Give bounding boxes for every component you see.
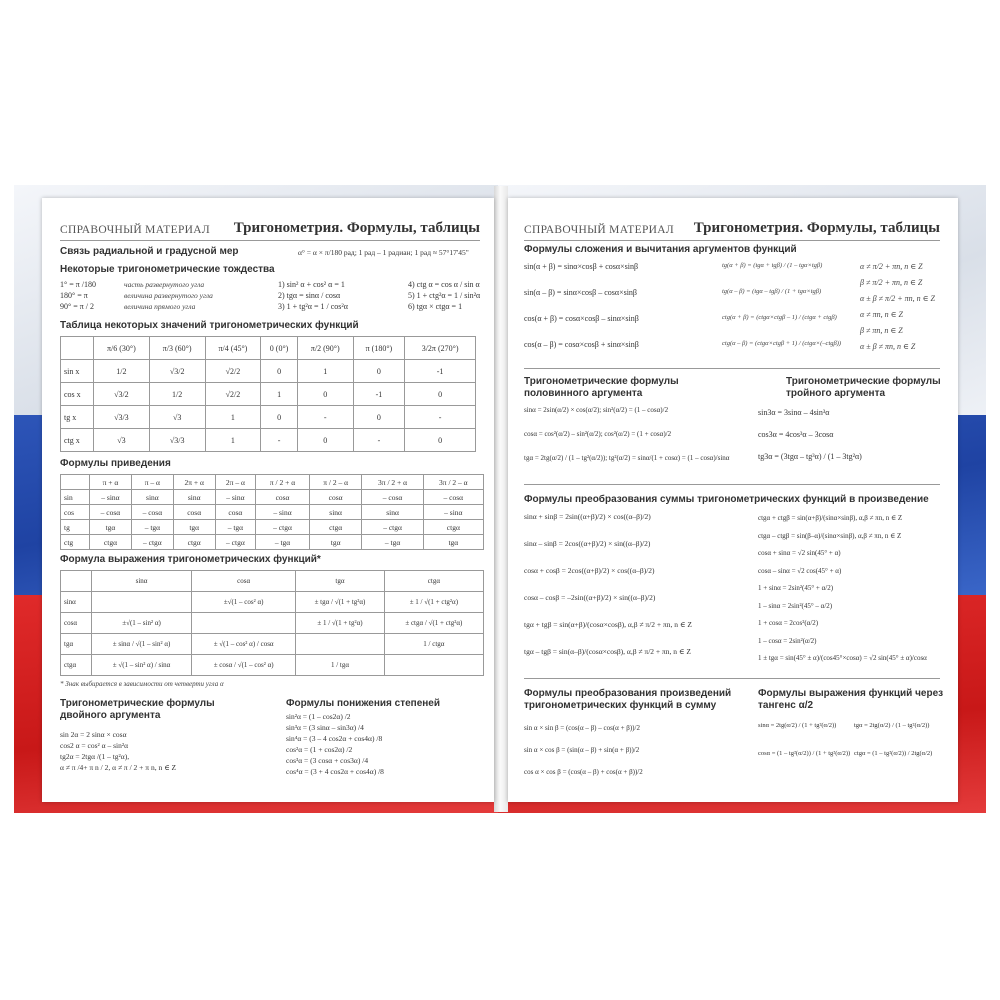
- table-cell: 0: [405, 429, 476, 452]
- table-header-cell: π + α: [90, 475, 132, 490]
- table-header-cell: π/3 (60°): [149, 337, 205, 360]
- formula-line: tg(α + β) = (tgα + tgβ) / (1 – tgα×tgβ): [722, 262, 823, 269]
- formula-line: cosα = (1 – tg²(α/2)) / (1 + tg²(α/2)): [758, 750, 851, 757]
- formula-line: cosα + sinα = √2 sin(45° + α): [758, 549, 841, 557]
- identity: 1) sin² α + cos² α = 1: [278, 280, 345, 289]
- expression-note: * Знак выбирается в зависимости от четверти угла α: [60, 680, 224, 688]
- table-cell: ± √(1 – cos² α) / cosα: [192, 634, 296, 655]
- formula-line: sin(α – β) = sinα×cosβ – cosα×sinβ: [524, 288, 637, 297]
- table-cell: √2/2: [205, 383, 261, 406]
- formula-line: sin 2α = 2 sinα × cosα: [60, 730, 127, 739]
- table-cell: – cosα: [423, 490, 483, 505]
- row-label-cell: sin: [61, 490, 90, 505]
- formula-line: cosα = cos²(α/2) – sin²(α/2); cos²(α/2) = (1 + cosα)/2: [524, 430, 672, 438]
- table-cell: 1/2: [149, 383, 205, 406]
- row-label-cell: cos: [61, 505, 90, 520]
- half-tangent-formulas: [758, 722, 948, 782]
- table-cell: -: [261, 429, 298, 452]
- formula-line: cosα + cosβ = 2cos((α+β)/2) × cos((α–β)/2): [524, 566, 655, 575]
- table-cell: -1: [353, 383, 405, 406]
- table-cell: ±√(1 – cos² α): [192, 592, 296, 613]
- table-row: [61, 655, 484, 676]
- table-cell: – ctgα: [362, 520, 423, 535]
- table-cell: sinα: [362, 505, 423, 520]
- table-cell: 1/2: [94, 360, 150, 383]
- table-cell: 1: [205, 406, 261, 429]
- formula-line: sin³α = (3 sinα – sin3α) /4: [286, 723, 364, 732]
- row-label-cell: ctgα: [61, 655, 92, 676]
- table-header-cell: π/6 (30°): [94, 337, 150, 360]
- page-header: [524, 216, 940, 241]
- table-row: [61, 360, 476, 383]
- table-header-cell: [61, 475, 90, 490]
- table-cell: sinα: [131, 490, 173, 505]
- table-cell: 0: [405, 383, 476, 406]
- table-cell: – sinα: [423, 505, 483, 520]
- radian-formula: α° = α × π/180 рад; 1 рад – 1 радиан; 1 рад ≈ 57°17'45": [298, 248, 469, 257]
- formula-line: tgα = 2tg(α/2) / (1 – tg²(α/2)): [854, 722, 930, 729]
- divider: [524, 678, 940, 679]
- table-cell: √3/2: [94, 383, 150, 406]
- table-cell: – tgα: [256, 535, 310, 550]
- formula-line: sinα + sinβ = 2sin((α+β)/2) × cos((α–β)/2): [524, 512, 651, 521]
- formula-line: tgα + tgβ = sin(α+β)/(cosα×cosβ), α,β ≠ π/2 + πn, n ∈ Z: [524, 620, 692, 629]
- table-cell: tgα: [423, 535, 483, 550]
- table-cell: ± 1 / √(1 + ctg²α): [384, 592, 483, 613]
- table-cell: ctgα: [309, 520, 362, 535]
- table-cell: cosα: [215, 505, 256, 520]
- table-cell: ± sinα / √(1 – sin² α): [92, 634, 192, 655]
- table-cell: 0: [353, 360, 405, 383]
- table-header-cell: π (180°): [353, 337, 405, 360]
- degree-desc: величина прямого угла: [124, 302, 196, 311]
- row-label-cell: cosα: [61, 613, 92, 634]
- table-cell: √3/3: [149, 429, 205, 452]
- formula-line: 1 – sinα = 2sin²(45° – α/2): [758, 601, 833, 610]
- table-cell: [296, 634, 385, 655]
- table-header-cell: π / 2 – α: [309, 475, 362, 490]
- identity: 2) tgα = sinα / cosα: [278, 291, 341, 300]
- row-label-cell: tg x: [61, 406, 94, 429]
- table-row: [61, 634, 484, 655]
- table-cell: 1: [261, 383, 298, 406]
- section-title-power: Формулы понижения степеней: [286, 698, 441, 709]
- formula-line: ctgα – ctgβ = sin(β–α)/(sinα×sinβ), α,β ≠ πn, n ∈ Z: [758, 531, 902, 540]
- formula-line: tg(α – β) = (tgα – tgβ) / (1 + tgα×tgβ): [722, 288, 822, 295]
- formula-line: sin⁴α = (3 – 4 cos2α + cos4α) /8: [286, 734, 383, 743]
- table-cell: ± tgα / √(1 + tg²α): [296, 592, 385, 613]
- formula-line: cos²α = (1 + cos2α) /2: [286, 745, 353, 754]
- table-cell: – ctgα: [131, 535, 173, 550]
- formula-line: cos2 α = cos² α – sin²α: [60, 741, 129, 750]
- table-cell: – sinα: [215, 490, 256, 505]
- table-header-cell: [61, 337, 94, 360]
- table-header-cell: [61, 571, 92, 592]
- formula-line: tg2α = 2tgα /(1 – tg²α),: [60, 752, 130, 761]
- table-cell: – ctgα: [256, 520, 310, 535]
- formula-line: sin α × cos β = (sin(α – β) + sin(α + β))/2: [524, 746, 640, 754]
- formula-line: α ≠ πn, n ∈ Z: [860, 310, 903, 319]
- table-row: [61, 520, 484, 535]
- table-cell: sinα: [173, 490, 215, 505]
- section-title-identities: Некоторые тригонометрические тождества: [60, 264, 275, 275]
- table-cell: 1 / ctgα: [384, 634, 483, 655]
- table-header-cell: π – α: [131, 475, 173, 490]
- table-cell: sinα: [309, 505, 362, 520]
- section-title-expression: Формула выражения тригонометрических функций*: [60, 554, 321, 565]
- table-cell: tgα: [173, 520, 215, 535]
- degree-value: 1° = π /180: [60, 280, 96, 289]
- table-cell: tgα: [90, 520, 132, 535]
- table-cell: 0: [261, 360, 298, 383]
- formula-line: tgα – tgβ = sin(α–β)/(cosα×cosβ), α,β ≠ π/2 + πn, n ∈ Z: [524, 647, 691, 656]
- degree-desc: часть развернутого угла: [124, 280, 205, 289]
- table-row: [61, 535, 484, 550]
- table-cell: – cosα: [90, 505, 132, 520]
- table-cell: 1: [205, 429, 261, 452]
- table-cell: ± cosα / √(1 – cos² α): [192, 655, 296, 676]
- table-cell: 0: [261, 406, 298, 429]
- formula-line: β ≠ πn, n ∈ Z: [860, 326, 903, 335]
- degree-value: 180° = π: [60, 291, 88, 300]
- table-cell: ± 1 / √(1 + tg²α): [296, 613, 385, 634]
- section-title-half: Тригонометрические формулы половинного аргумента: [524, 376, 679, 399]
- section-title-triple: Тригонометрические формулы тройного аргумента: [786, 376, 941, 399]
- table-cell: 1 / tgα: [296, 655, 385, 676]
- table-header-row: [61, 475, 484, 490]
- table-cell: ctgα: [90, 535, 132, 550]
- formula-line: α ± β ≠ π/2 + πn, n ∈ Z: [860, 294, 935, 303]
- page-header: [60, 216, 480, 241]
- formula-line: α ≠ π/2 + πn, n ∈ Z: [860, 262, 923, 271]
- table-cell: ±√(1 – sin² α): [92, 613, 192, 634]
- table-header-row: [61, 337, 476, 360]
- divider: [524, 484, 940, 485]
- right-page: [508, 198, 958, 802]
- formula-line: ctgα + ctgβ = sin(α+β)/(sinα×sinβ), α,β ≠ πn, n ∈ Z: [758, 514, 903, 522]
- table-cell: – tgα: [215, 520, 256, 535]
- table-cell: [92, 592, 192, 613]
- formula-line: 1 – cosα = 2sin²(α/2): [758, 636, 817, 645]
- table-cell: -: [353, 429, 405, 452]
- section-title-sum-to-product: Формулы преобразования суммы тригонометрических функций в произведение: [524, 494, 929, 505]
- identity: 5) 1 + ctg²α = 1 / sin²α: [408, 291, 481, 300]
- formula-line: ctg(α + β) = (ctgα×ctgβ – 1) / (ctgα + ctgβ): [722, 314, 837, 321]
- formula-line: 1 + cosα = 2cos²(α/2): [758, 619, 819, 627]
- section-title-half-tangent: Формулы выражения функций через тангенс α/2: [758, 688, 944, 711]
- section-title-radian: Связь радиальной и градусной мер: [60, 246, 239, 257]
- identity: 4) ctg α = cos α / sin α: [408, 280, 480, 289]
- table-header-cell: π / 2 + α: [256, 475, 310, 490]
- table-header-cell: 3/2π (270°): [405, 337, 476, 360]
- formula-line: cos³α = (3 cosα + cos3α) /4: [286, 756, 369, 765]
- formula-line: cos(α – β) = cosα×cosβ + sinα×sinβ: [524, 340, 639, 349]
- table-cell: tgα: [309, 535, 362, 550]
- identity: 6) tgα × ctgα = 1: [408, 302, 463, 311]
- table-cell: -: [405, 406, 476, 429]
- formula-line: ctgα = (1 – tg²(α/2)) / 2tg(α/2): [854, 750, 933, 757]
- table-cell: 0: [297, 429, 353, 452]
- table-cell: – sinα: [90, 490, 132, 505]
- table-cell: – tgα: [131, 520, 173, 535]
- formula-line: β ≠ π/2 + πn, n ∈ Z: [860, 278, 923, 287]
- formula-line: sinα – sinβ = 2cos((α+β)/2) × sin((α–β)/2): [524, 539, 651, 548]
- table-header-cell: 2π + α: [173, 475, 215, 490]
- table-cell: ctgα: [423, 520, 483, 535]
- formula-line: sin(α + β) = sinα×cosβ + cosα×sinβ: [524, 262, 639, 271]
- formula-line: sin3α = 3sinα – 4sin³α: [758, 408, 830, 417]
- table-row: [61, 406, 476, 429]
- table-cell: – cosα: [131, 505, 173, 520]
- row-label-cell: tgα: [61, 634, 92, 655]
- left-page: [42, 198, 494, 802]
- table-cell: – tgα: [362, 535, 423, 550]
- row-label-cell: ctg: [61, 535, 90, 550]
- formula-line: cos⁴α = (3 + 4 cos2α + cos4α) /8: [286, 767, 384, 776]
- header-label: СПРАВОЧНЫЙ МАТЕРИАЛ: [60, 224, 210, 236]
- table-cell: ± ctgα / √(1 + ctg²α): [384, 613, 483, 634]
- divider: [524, 368, 940, 369]
- table-cell: 1: [297, 360, 353, 383]
- table-header-cell: 3π / 2 – α: [423, 475, 483, 490]
- table-cell: √3/2: [149, 360, 205, 383]
- row-label-cell: sin x: [61, 360, 94, 383]
- formula-line: 1 + sinα = 2sin²(45° + α/2): [758, 584, 834, 592]
- row-label-cell: cos x: [61, 383, 94, 406]
- table-header-cell: 0 (0°): [261, 337, 298, 360]
- table-header-cell: cosα: [192, 571, 296, 592]
- table-row: [61, 383, 476, 406]
- table-row: [61, 505, 484, 520]
- table-cell: cosα: [173, 505, 215, 520]
- table-cell: – cosα: [362, 490, 423, 505]
- header-title: Тригонометрия. Формулы, таблицы: [693, 220, 940, 236]
- table-cell: [384, 655, 483, 676]
- table-row: [61, 490, 484, 505]
- formula-line: cosα – sinα = √2 cos(45° + α): [758, 566, 842, 575]
- formula-line: cosα – cosβ = –2sin((α+β)/2) × sin((α–β)/2): [524, 593, 656, 602]
- table-row: [61, 613, 484, 634]
- formula-line: 1 ± tgα = sin(45° ± α)/(cos45°×cosα) = √2 sin(45° ± α)/cosα: [758, 654, 927, 662]
- table-row: [61, 592, 484, 613]
- table-cell: √3: [149, 406, 205, 429]
- formula-line: sin α × sin β = (cos(α – β) – cos(α + β))/2: [524, 724, 640, 732]
- degree-value: 90° = π / 2: [60, 302, 94, 311]
- table-cell: – sinα: [256, 505, 310, 520]
- formula-line: sinα = 2sin(α/2) × cos(α/2); sin²(α/2) = (1 – cosα)/2: [524, 406, 669, 414]
- formula-line: ctg(α – β) = (ctgα×ctgβ + 1) / (ctgα×(–ctgβ)): [722, 340, 842, 347]
- table-header-cell: sinα: [92, 571, 192, 592]
- identity: 3) 1 + tg²α = 1 / cos²α: [278, 302, 348, 311]
- table-cell: -1: [405, 360, 476, 383]
- section-title-addition: Формулы сложения и вычитания аргументов функций: [524, 244, 797, 255]
- table-cell: √2/2: [205, 360, 261, 383]
- table-row: [61, 429, 476, 452]
- formula-line: cos(α + β) = cosα×cosβ – sinα×sinβ: [524, 314, 639, 323]
- values-table: [60, 336, 476, 452]
- table-cell: 0: [297, 383, 353, 406]
- table-header-row: [61, 571, 484, 592]
- table-cell: ± √(1 – sin² α) / sinα: [92, 655, 192, 676]
- table-header-cell: 2π – α: [215, 475, 256, 490]
- table-header-cell: π/4 (45°): [205, 337, 261, 360]
- section-title-values-table: Таблица некоторых значений тригонометрических функций: [60, 320, 359, 331]
- table-cell: [192, 613, 296, 634]
- section-title-double: Тригонометрические формулы двойного аргумента: [60, 698, 215, 721]
- header-label: СПРАВОЧНЫЙ МАТЕРИАЛ: [524, 224, 674, 236]
- row-label-cell: ctg x: [61, 429, 94, 452]
- formula-line: cos α × cos β = (cos(α – β) + cos(α + β))/2: [524, 768, 643, 776]
- table-header-cell: tgα: [296, 571, 385, 592]
- table-cell: √3: [94, 429, 150, 452]
- formula-line: tgα = 2tg(α/2) / (1 – tg²(α/2)); tg²(α/2) = sinα/(1 + cosα) = (1 – cosα)/sinα: [524, 454, 730, 462]
- table-cell: – ctgα: [215, 535, 256, 550]
- table-header-cell: 3π / 2 + α: [362, 475, 423, 490]
- expression-table: [60, 570, 484, 676]
- table-cell: -: [297, 406, 353, 429]
- table-cell: cosα: [256, 490, 310, 505]
- table-header-cell: π/2 (90°): [297, 337, 353, 360]
- book-gutter: [494, 186, 508, 812]
- table-cell: √3/3: [94, 406, 150, 429]
- formula-line: tg3α = (3tgα – tg³α) / (1 – 3tg²α): [758, 452, 862, 461]
- table-cell: ctgα: [173, 535, 215, 550]
- degree-desc: величина развернутого угла: [124, 291, 213, 300]
- table-cell: 0: [353, 406, 405, 429]
- row-label-cell: tg: [61, 520, 90, 535]
- row-label-cell: sinα: [61, 592, 92, 613]
- table-header-cell: ctgα: [384, 571, 483, 592]
- formula-line: sinα = 2tg(α/2) / (1 + tg²(α/2)): [758, 722, 837, 729]
- table-cell: cosα: [309, 490, 362, 505]
- formula-line: sin²α = (1 – cos2α) /2: [286, 712, 351, 721]
- section-title-reduction: Формулы приведения: [60, 458, 171, 469]
- formula-line: α ± β ≠ πn, n ∈ Z: [860, 342, 916, 351]
- reduction-table: [60, 474, 484, 550]
- formula-line: cos3α = 4cos³α – 3cosα: [758, 430, 834, 439]
- header-title: Тригонометрия. Формулы, таблицы: [233, 220, 480, 236]
- formula-line: α ≠ π /4+ π n / 2, α ≠ π / 2 + π n, n ∈ Z: [60, 763, 177, 772]
- section-title-product-to-sum: Формулы преобразования произведений тригонометрических функций в сумму: [524, 688, 732, 711]
